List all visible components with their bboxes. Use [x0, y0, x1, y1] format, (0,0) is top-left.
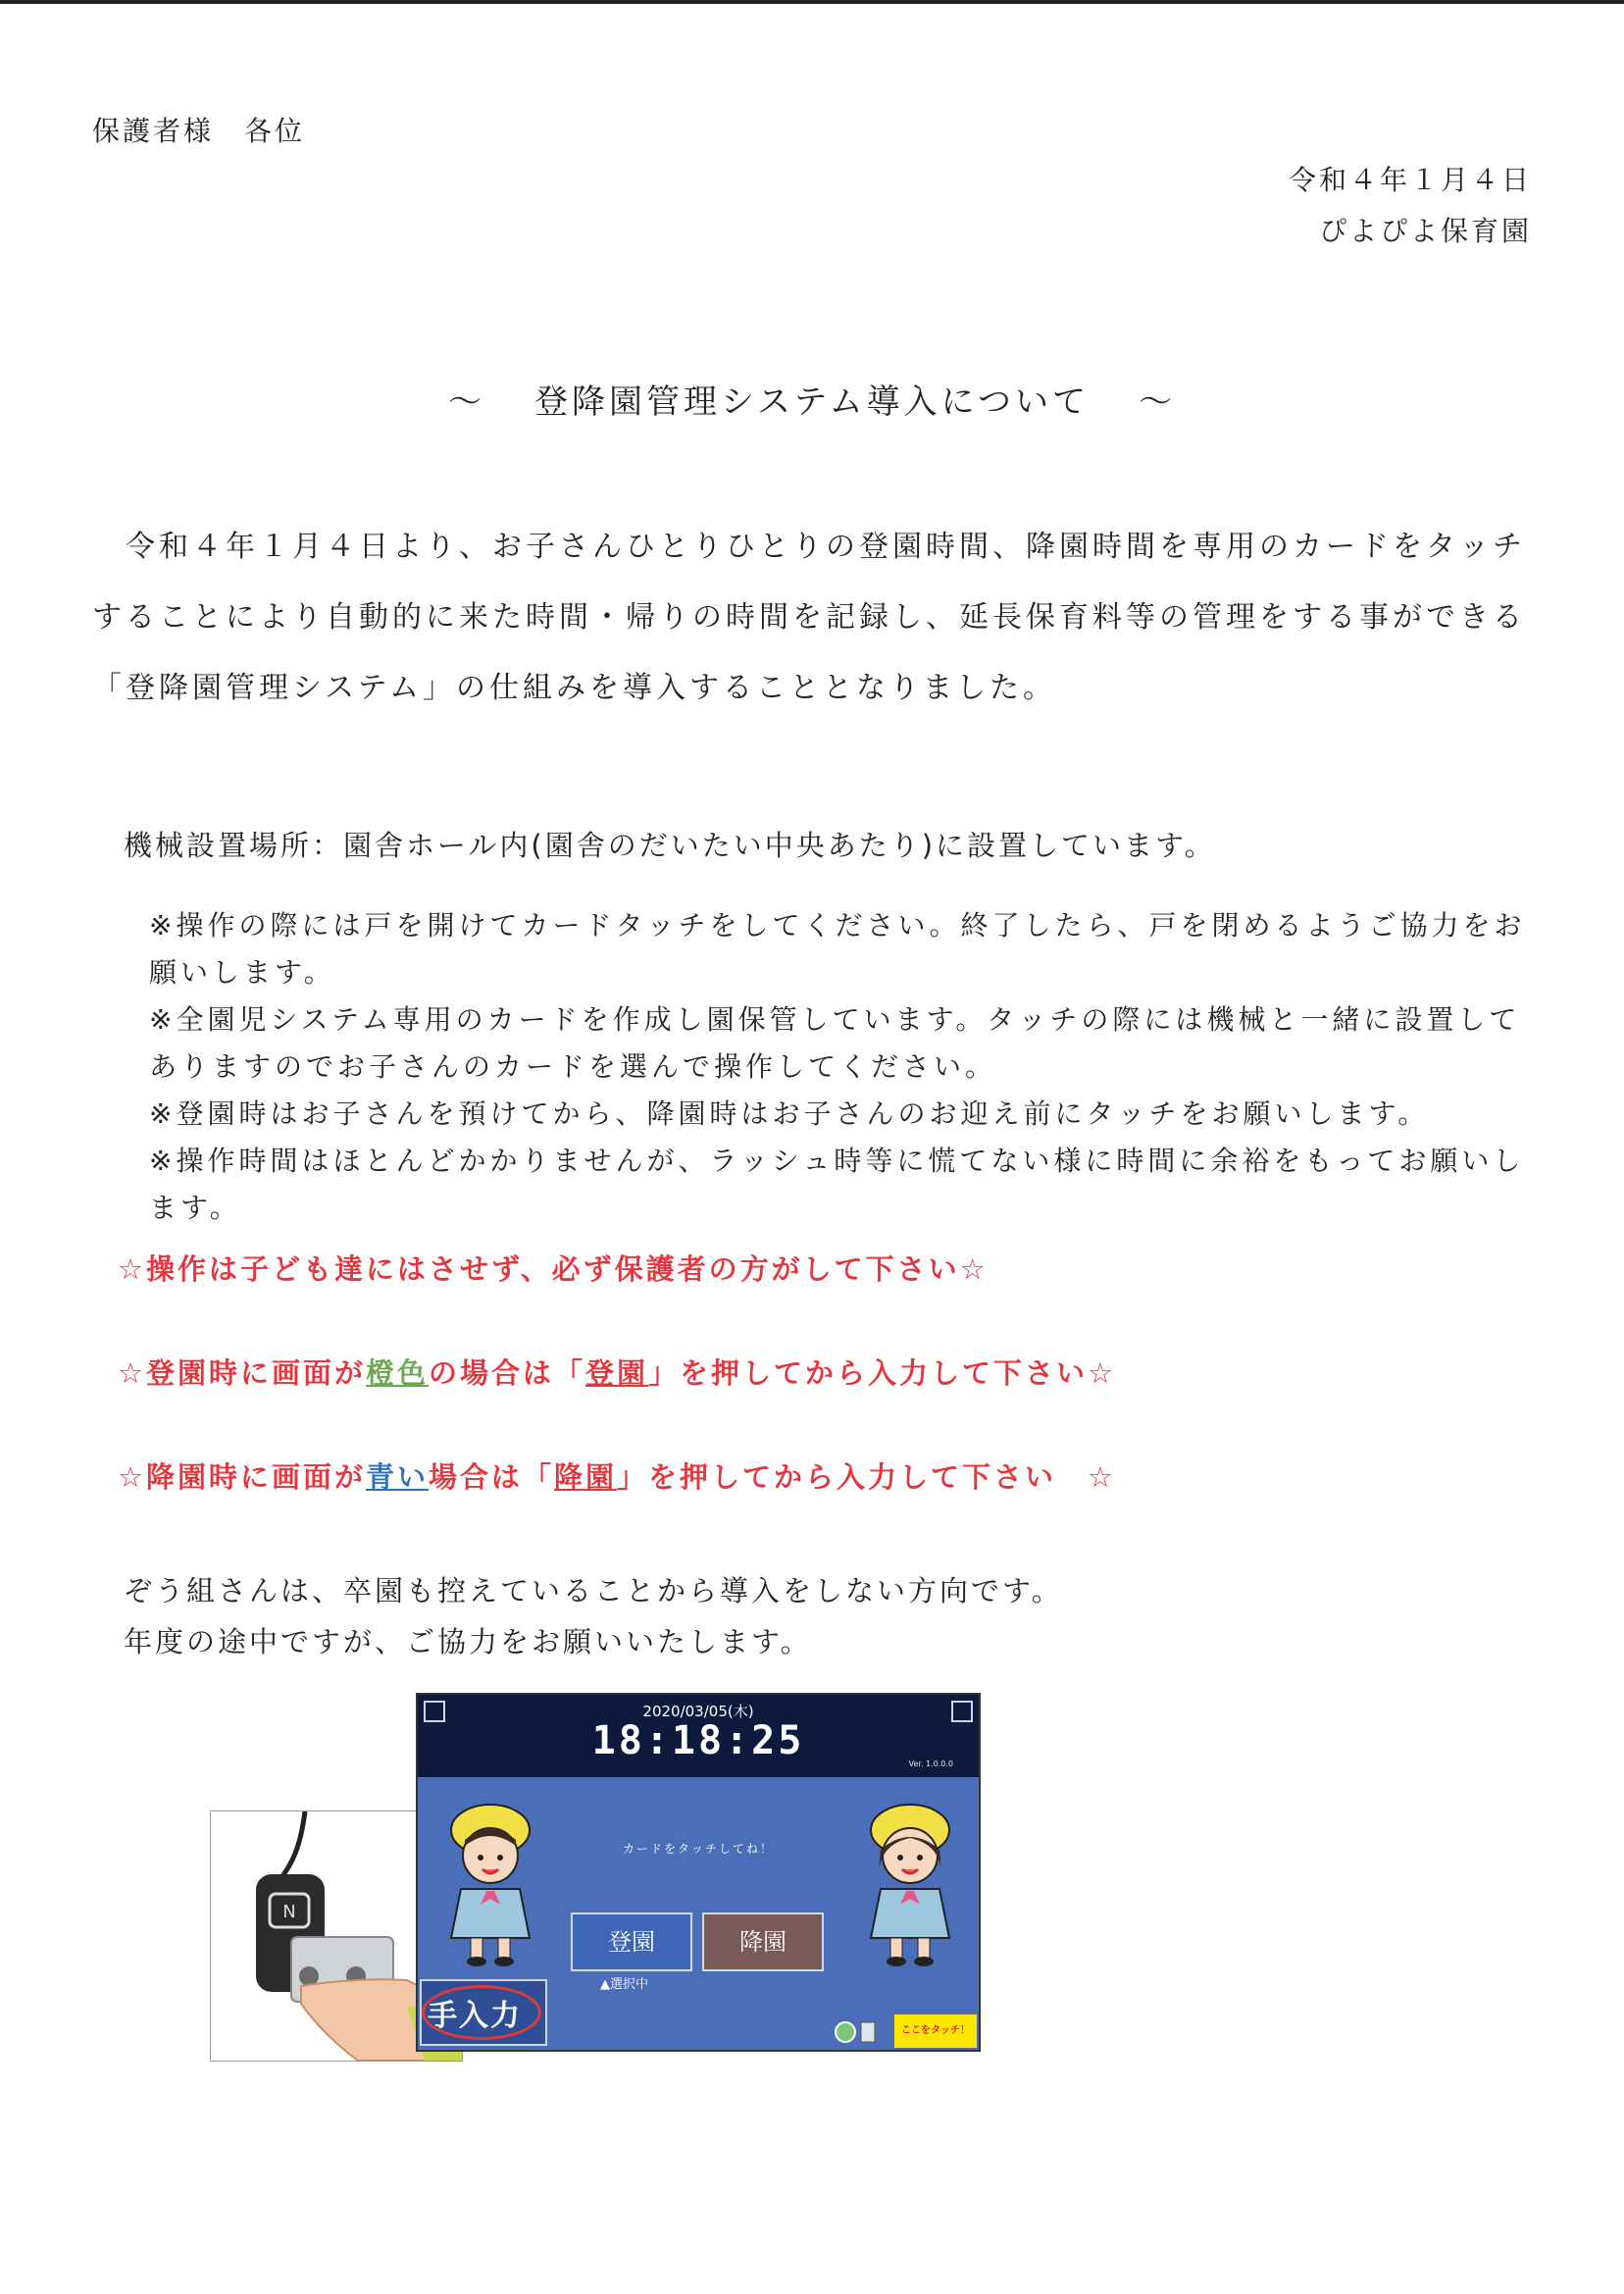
screen-date: 2020/03/05(木) [642, 1703, 754, 1720]
checkin-button[interactable]: 登園 [571, 1912, 692, 1971]
closing-line: 年度の途中ですが、ご協力をお願いいたします。 [124, 1625, 812, 1658]
document-title [0, 375, 1624, 423]
intro-paragraph: 令和４年１月４日より、お子さんひとりひとりの登園時間、降園時間を専用のカードをタッチすることにより自動的に来た時間・帰りの時間を記録し、延長保育料等の管理をする事ができる「登降園管理システム」の仕組みを導入することとなりました。 [92, 530, 1526, 705]
warning-checkout-part: 」を押してから入力して下さい ☆ [617, 1460, 1117, 1494]
screen-message: カードをタッチしてね！ [622, 1842, 774, 1856]
checkout-button[interactable]: 降園 [702, 1912, 824, 1971]
storage-icon [861, 2022, 875, 2042]
note-item: ※全園児システム専用のカードを作成し園保管しています。タッチの際には機械と一緒に設置してありますのでお子さんのカードを選んで操作してください。 [149, 1003, 1521, 1083]
screen-clock: 18:18:25 [591, 1718, 805, 1763]
note-item: ※登園時はお子さんを預けてから、降園時はお子さんのお迎え前にタッチをお願いします。 [149, 1097, 1430, 1130]
title-text: 登降園管理システム導入について [534, 382, 1090, 422]
color-word-blue: 青い [366, 1460, 430, 1494]
closing-line: ぞう組さんは、卒園も控えていることから導入をしない方向です。 [124, 1574, 1063, 1607]
svg-text:N: N [282, 1902, 296, 1922]
warning-checkin-part: 」を押してから入力して下さい☆ [648, 1356, 1117, 1390]
selected-indicator: ▲選択中 [600, 1977, 648, 1992]
checkin-word: 登園 [585, 1356, 649, 1390]
attendance-terminal-screen [416, 1693, 981, 2052]
warning-guardian-only: ☆操作は子ども達にはさせず、必ず保護者の方がして下さい☆ [118, 1252, 989, 1286]
addressee: 保護者様 各位 [92, 115, 306, 147]
organization-name: ぴよぴよ保育園 [1318, 215, 1532, 247]
warning-checkin-part: ☆登園時に画面が [118, 1356, 366, 1390]
manual-input-label: 手入力 [428, 1999, 522, 2033]
issue-date: 令和４年１月４日 [1288, 164, 1532, 196]
status-icons [834, 2016, 888, 2044]
network-globe-icon [836, 2022, 855, 2042]
note-item: ※操作の際には戸を開けてカードタッチをしてください。終了したら、戸を閉めるようご協力をお願いします。 [149, 909, 1526, 989]
notes-list [149, 902, 1532, 1232]
title-tilde-right: ～ [1138, 382, 1176, 422]
child-character-right-icon [851, 1801, 969, 1969]
title-tilde-left: ～ [448, 382, 486, 422]
warning-checkout-part: 場合は「 [429, 1460, 555, 1494]
checkout-word: 降園 [554, 1460, 618, 1494]
touch-here-button[interactable]: ここをタッチ！ [894, 2014, 977, 2048]
warning-checkout-part: ☆降園時に画面が [118, 1460, 366, 1494]
color-word-orange: 橙色 [366, 1356, 430, 1390]
child-character-left-icon [431, 1801, 549, 1969]
screen-version: Ver. 1.0.0.0 [908, 1759, 953, 1768]
manual-input-button[interactable] [420, 1979, 547, 2046]
note-item: ※操作時間はほとんどかかりませんが、ラッシュ時等に慌てない様に時間に余裕をもってお願いします。 [149, 1145, 1525, 1224]
warning-checkout [118, 1455, 1116, 1496]
warning-checkin [118, 1351, 1116, 1392]
installation-location: 機械設置場所：園舎ホール内(園舎のだいたい中央あたり)に設置しています。 [124, 829, 1216, 862]
scan-top-border [0, 0, 1624, 4]
warning-checkin-part: の場合は「 [429, 1356, 586, 1390]
